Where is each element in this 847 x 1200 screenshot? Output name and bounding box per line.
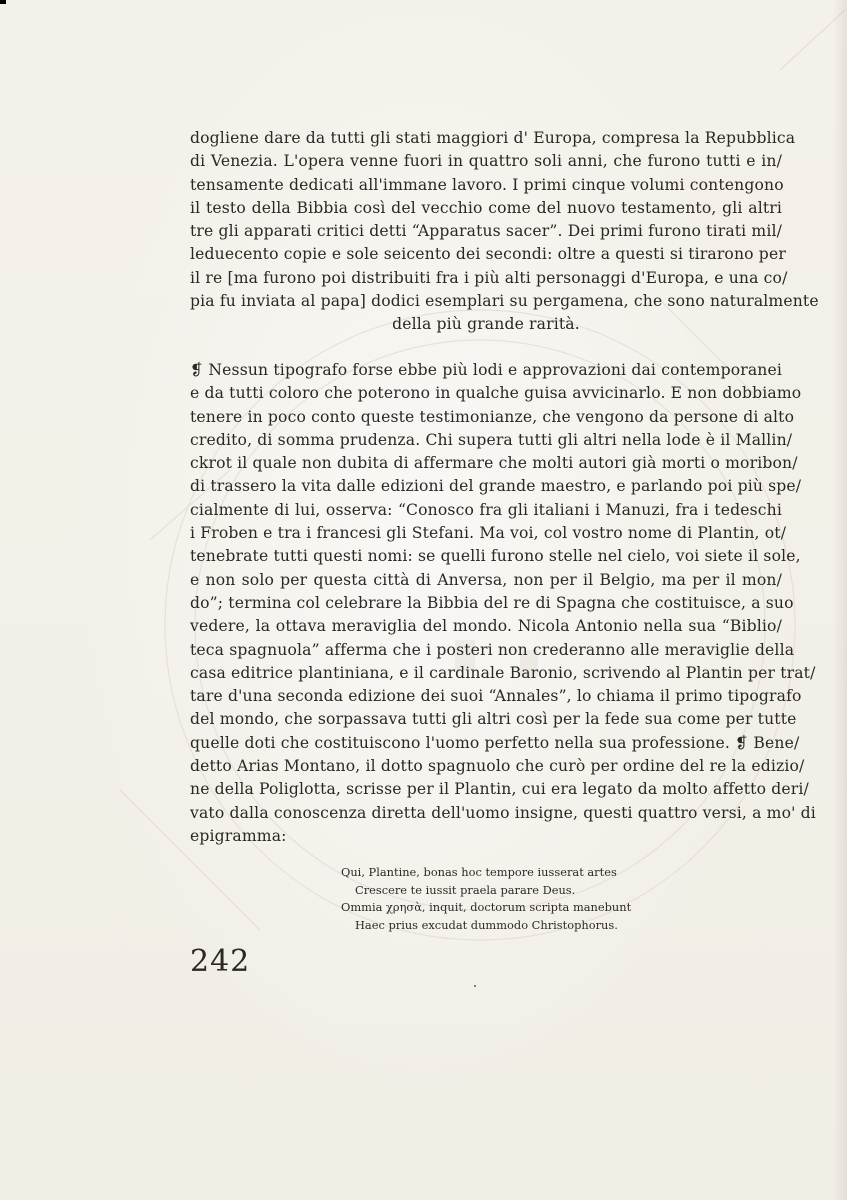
text-line: cialmente di lui, osserva: “Conosco fra gli italiani i Manuzi, fra i tedeschi — [190, 500, 782, 519]
paper-speck — [474, 985, 476, 987]
text-line: del mondo, che sorpassava tutti gli altri così per la fede sua come per tutte — [190, 710, 797, 729]
text-line: vato dalla conoscenza diretta dell'uomo insigne, questi quattro versi, a mo' di — [190, 803, 816, 822]
text-line: detto Arias Montano, il dotto spagnuolo che curò per ordine del re la edizio/ — [190, 757, 805, 776]
verse-line: Haec prius excudat dummodo Christophorus. — [355, 917, 618, 932]
text-line: tare d'una seconda edizione dei suoi “Annales”, lo chiama il primo tipografo — [190, 687, 802, 706]
verse-line: Crescere te iussit praela parare Deus. — [355, 882, 576, 897]
text-line: il testo della Bibbia così del vecchio come del nuovo testamento, gli altri — [190, 198, 782, 217]
text-line: pia fu inviata al papa] dodici esemplari su pergamena, che sono naturalmente — [190, 292, 819, 311]
text-line: dogliene dare da tutti gli stati maggiori d' Europa, compresa la Repubblica — [190, 129, 796, 147]
text-line: casa editrice plantiniana, e il cardinale Baronio, scrivendo al Plantin per trat/ — [190, 663, 816, 682]
page-number: 242 — [190, 944, 251, 979]
text-line: di Venezia. L'opera venne fuori in quattro soli anni, che furono tutti e in/ — [190, 152, 782, 171]
text-line: ckrot il quale non dubita di affermare che molti autori già morti o moribon/ — [190, 454, 798, 473]
corner-mark — [0, 0, 6, 4]
text-line: epigramma: — [190, 826, 287, 845]
text-line: e non solo per questa città di Anversa, non per il Belgio, ma per il mon/ — [190, 570, 782, 589]
text-line: tre gli apparati critici detti “Apparatus sacer”. Dei primi furono tirati mil/ — [190, 222, 783, 241]
verse-line: Qui, Plantine, bonas hoc tempore iusserat artes — [341, 865, 617, 879]
text-line: i Froben e tra i francesi gli Stefani. Ma voi, col vostro nome di Plantin, ot/ — [190, 524, 787, 543]
paragraph-1 — [190, 127, 819, 337]
page-edge-shadow — [833, 0, 847, 1200]
text-line: do”; termina col celebrare la Bibbia del re di Spagna che costituisce, a suo — [190, 593, 794, 612]
text-line: ❡ Nessun tipografo forse ebbe più lodi e approvazioni dai contemporanei — [190, 361, 782, 379]
paragraph-2 — [190, 359, 816, 848]
text-line: tenere in poco conto queste testimonianze, che vengono da persone di alto — [190, 407, 795, 426]
text-line: credito, di somma prudenza. Chi supera tutti gli altri nella lode è il Mallin/ — [190, 430, 793, 449]
text-line: tenebrate tutti questi nomi: se quelli furono stelle nel cielo, voi siete il sole, — [190, 547, 801, 566]
text-line: leduecento copie e sole seicento dei secondi: oltre a questi si tirarono per — [190, 245, 786, 264]
text-line: vedere, la ottava meraviglia del mondo. Nicola Antonio nella sua “Biblio/ — [190, 617, 782, 636]
text-line: teca spagnuola” afferma che i posteri non crederanno alle meraviglie della — [190, 640, 795, 659]
text-line: quelle doti che costituiscono l'uomo perfetto nella sua professione. ❡ Bene/ — [190, 733, 800, 752]
text-line: il re [ma furono poi distribuiti fra i più alti personaggi d'Europa, e una co/ — [190, 268, 788, 287]
verse-line: Ommia χρησὰ, inquit, doctorum scripta manebunt — [341, 900, 632, 914]
text-line: ne della Poliglotta, scrisse per il Plantin, cui era legato da molto affetto deri/ — [190, 780, 809, 799]
epigram-verse — [341, 864, 631, 934]
text-line: tensamente dedicati all'immane lavoro. I primi cinque volumi contengono — [190, 175, 784, 194]
text-line: e da tutti coloro che poterono in qualche guisa avvicinarlo. E non dobbiamo — [190, 384, 802, 403]
text-line: della più grande rarità. — [392, 315, 580, 334]
text-line: di trassero la vita dalle edizioni del grande maestro, e parlando poi più spe/ — [190, 477, 802, 496]
